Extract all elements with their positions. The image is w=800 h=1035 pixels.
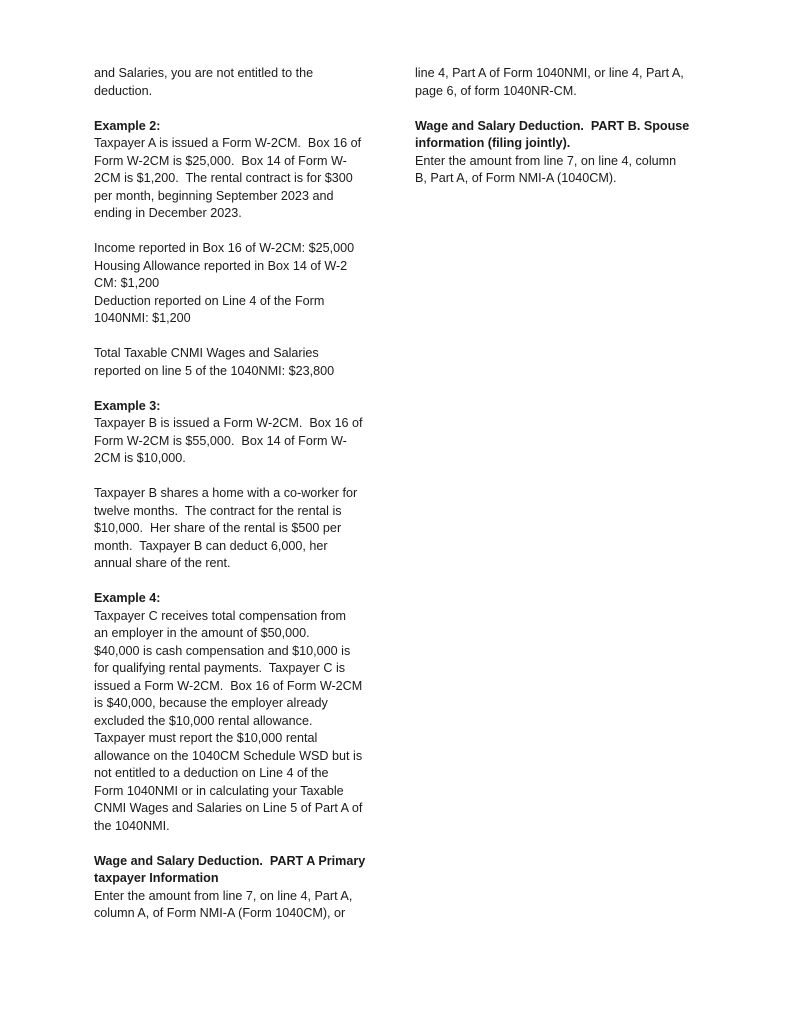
left-text-line: Form W-2CM is $55,000. Box 14 of Form W- — [94, 433, 347, 448]
left-text-line: Total Taxable CNMI Wages and Salaries — [94, 346, 319, 360]
left-blank-line — [94, 835, 378, 853]
left-text-line: CM: $1,200 — [94, 276, 160, 290]
left-text-line: an employer in the amount of $50,000. — [94, 626, 310, 640]
left-heading-line: Example 2: — [94, 118, 161, 133]
left-text-line: CNMI Wages and Salaries on Line 5 of Part A of — [94, 801, 363, 815]
left-text-line: ending in December 2023. — [94, 206, 242, 220]
left-heading-line: taxpayer Information — [94, 871, 219, 885]
left-text-line: for qualifying rental payments. Taxpayer C is — [94, 661, 346, 675]
left-text-line: Enter the amount from line 7, on line 4, Part A, — [94, 888, 353, 903]
left-text-line: Deduction reported on Line 4 of the Form — [94, 293, 325, 308]
left-text-line: 2CM is $1,200. The rental contract is for $300 — [94, 171, 353, 185]
left-text-line: not entitled to a deduction on Line 4 of the — [94, 766, 329, 780]
left-text-line: $10,000. Her share of the rental is $500 per — [94, 521, 342, 535]
right-heading-line: information (filing jointly). — [415, 136, 571, 150]
left-text-line: 2CM is $10,000. — [94, 451, 186, 465]
left-text-line: deduction. — [94, 83, 153, 98]
left-text-line: and Salaries, you are not entitled to the — [94, 66, 314, 80]
left-text-line: allowance on the 1040CM Schedule WSD but is — [94, 748, 363, 763]
right-heading-line: Wage and Salary Deduction. PART B. Spouse — [415, 118, 690, 133]
left-text-line: annual share of the rent. — [94, 556, 231, 570]
left-text-line: Form 1040NMI or in calculating your Taxable — [94, 783, 344, 798]
left-heading-line: Example 3: — [94, 398, 161, 413]
left-text-line: Taxpayer must report the $10,000 rental — [94, 731, 318, 745]
left-blank-line — [94, 223, 378, 241]
left-text-line: Taxpayer B is issued a Form W-2CM. Box 16 of — [94, 416, 363, 430]
right-text-line: B, Part A, of Form NMI-A (1040CM). — [415, 171, 617, 185]
left-text-line: excluded the $10,000 rental allowance. — [94, 713, 313, 728]
left-text-line: Form W-2CM is $25,000. Box 14 of Form W- — [94, 153, 347, 168]
left-text-line: Housing Allowance reported in Box 14 of W-2 — [94, 258, 348, 273]
left-text-line: reported on line 5 of the 1040NMI: $23,800 — [94, 363, 335, 378]
left-heading-line: Wage and Salary Deduction. PART A Primary — [94, 853, 366, 868]
right-text-line: line 4, Part A of Form 1040NMI, or line 4, Part A, — [415, 66, 684, 80]
left-text-line: issued a Form W-2CM. Box 16 of Form W-2CM — [94, 678, 363, 693]
left-text-line: Taxpayer C receives total compensation from — [94, 608, 346, 623]
left-blank-line — [94, 100, 378, 118]
left-text-line: column A, of Form NMI-A (Form 1040CM), or — [94, 906, 346, 920]
right-text-column — [415, 65, 710, 188]
right-text-line: page 6, of form 1040NR-CM. — [415, 83, 577, 98]
left-text-line: Income reported in Box 16 of W-2CM: $25,000 — [94, 241, 355, 255]
right-text-line: Enter the amount from line 7, on line 4, column — [415, 153, 677, 168]
left-text-line: per month, beginning September 2023 and — [94, 188, 334, 203]
left-text-line: Taxpayer A is issued a Form W-2CM. Box 16 of — [94, 136, 362, 150]
left-blank-line — [94, 328, 378, 346]
left-text-line: is $40,000, because the employer already — [94, 696, 328, 710]
left-text-line: 1040NMI: $1,200 — [94, 311, 191, 325]
left-text-line: the 1040NMI. — [94, 818, 170, 833]
left-text-line: Taxpayer B shares a home with a co-worker for — [94, 486, 358, 500]
left-blank-line — [94, 573, 378, 591]
left-heading-line: Example 4: — [94, 591, 161, 605]
left-text-line: $40,000 is cash compensation and $10,000 is — [94, 643, 351, 658]
left-text-line: twelve months. The contract for the rental is — [94, 503, 342, 518]
left-text-column — [94, 65, 378, 923]
left-blank-line — [94, 468, 378, 486]
left-text-line: month. Taxpayer B can deduct 6,000, her — [94, 538, 328, 553]
left-blank-line — [94, 380, 378, 398]
right-blank-line — [415, 100, 710, 118]
